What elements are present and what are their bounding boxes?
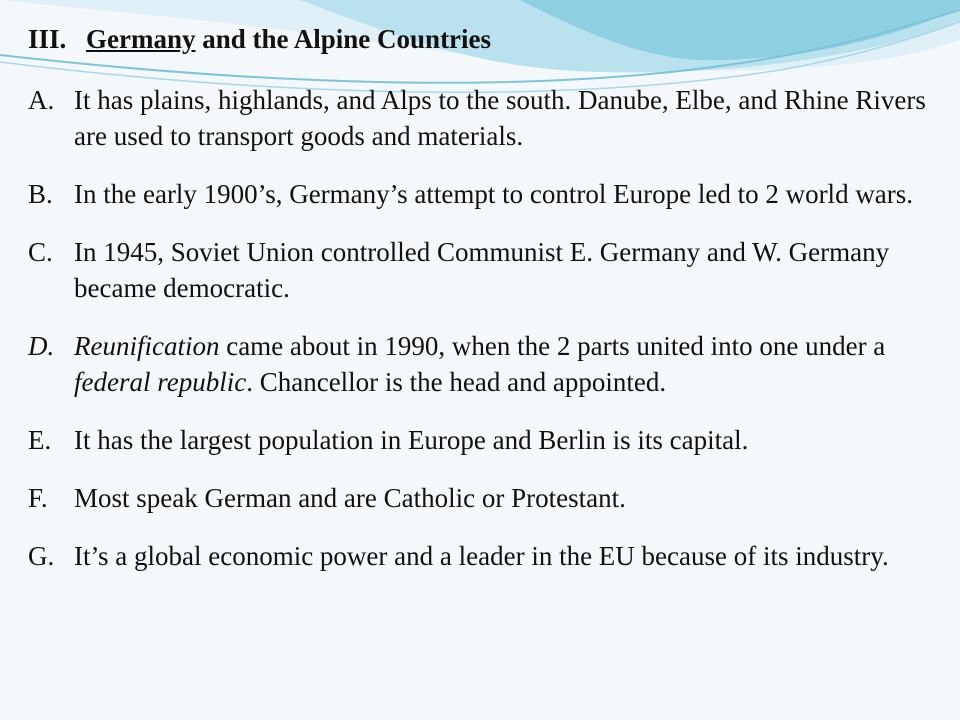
heading-rest: and the Alpine Countries bbox=[195, 24, 492, 54]
text-segment: came about in 1990, when the 2 parts united into one under a bbox=[219, 331, 886, 361]
text-segment: . Chancellor is the head and appointed. bbox=[246, 367, 667, 397]
slide-heading bbox=[28, 24, 491, 55]
list-marker: E. bbox=[28, 425, 52, 455]
list-item-text bbox=[74, 328, 938, 400]
list-marker: B. bbox=[28, 179, 53, 209]
bullet-list bbox=[28, 82, 938, 596]
list-marker: G. bbox=[28, 541, 55, 571]
term-federal-republic: federal republic bbox=[74, 367, 247, 397]
list-item-text: In 1945, Soviet Union controlled Communist E. Germany and W. Germany became democratic. bbox=[74, 237, 890, 303]
list-item-e bbox=[28, 422, 938, 458]
list-item-text: It’s a global economic power and a leader in the EU because of its industry. bbox=[74, 541, 889, 571]
heading-underlined-word: Germany bbox=[86, 24, 196, 54]
list-marker: D. bbox=[28, 331, 55, 361]
list-item-text: In the early 1900’s, Germany’s attempt to control Europe led to 2 world wars. bbox=[74, 179, 914, 209]
list-item-text: It has the largest population in Europe and Berlin is its capital. bbox=[74, 425, 749, 455]
list-item-f bbox=[28, 480, 938, 516]
list-item-b bbox=[28, 176, 938, 212]
list-item-a bbox=[28, 82, 938, 154]
list-marker: C. bbox=[28, 237, 53, 267]
heading-number: III. bbox=[28, 24, 67, 54]
list-item-d bbox=[28, 328, 938, 400]
list-item-text: Most speak German and are Catholic or Protestant. bbox=[74, 483, 626, 513]
list-marker: A. bbox=[28, 85, 55, 115]
list-item-g bbox=[28, 538, 938, 574]
list-marker: F. bbox=[28, 483, 48, 513]
list-item-text: It has plains, highlands, and Alps to the south. Danube, Elbe, and Rhine Rivers are used to transport goods and materials. bbox=[74, 85, 926, 151]
term-reunification: Reunification bbox=[74, 331, 220, 361]
list-item-c bbox=[28, 234, 938, 306]
